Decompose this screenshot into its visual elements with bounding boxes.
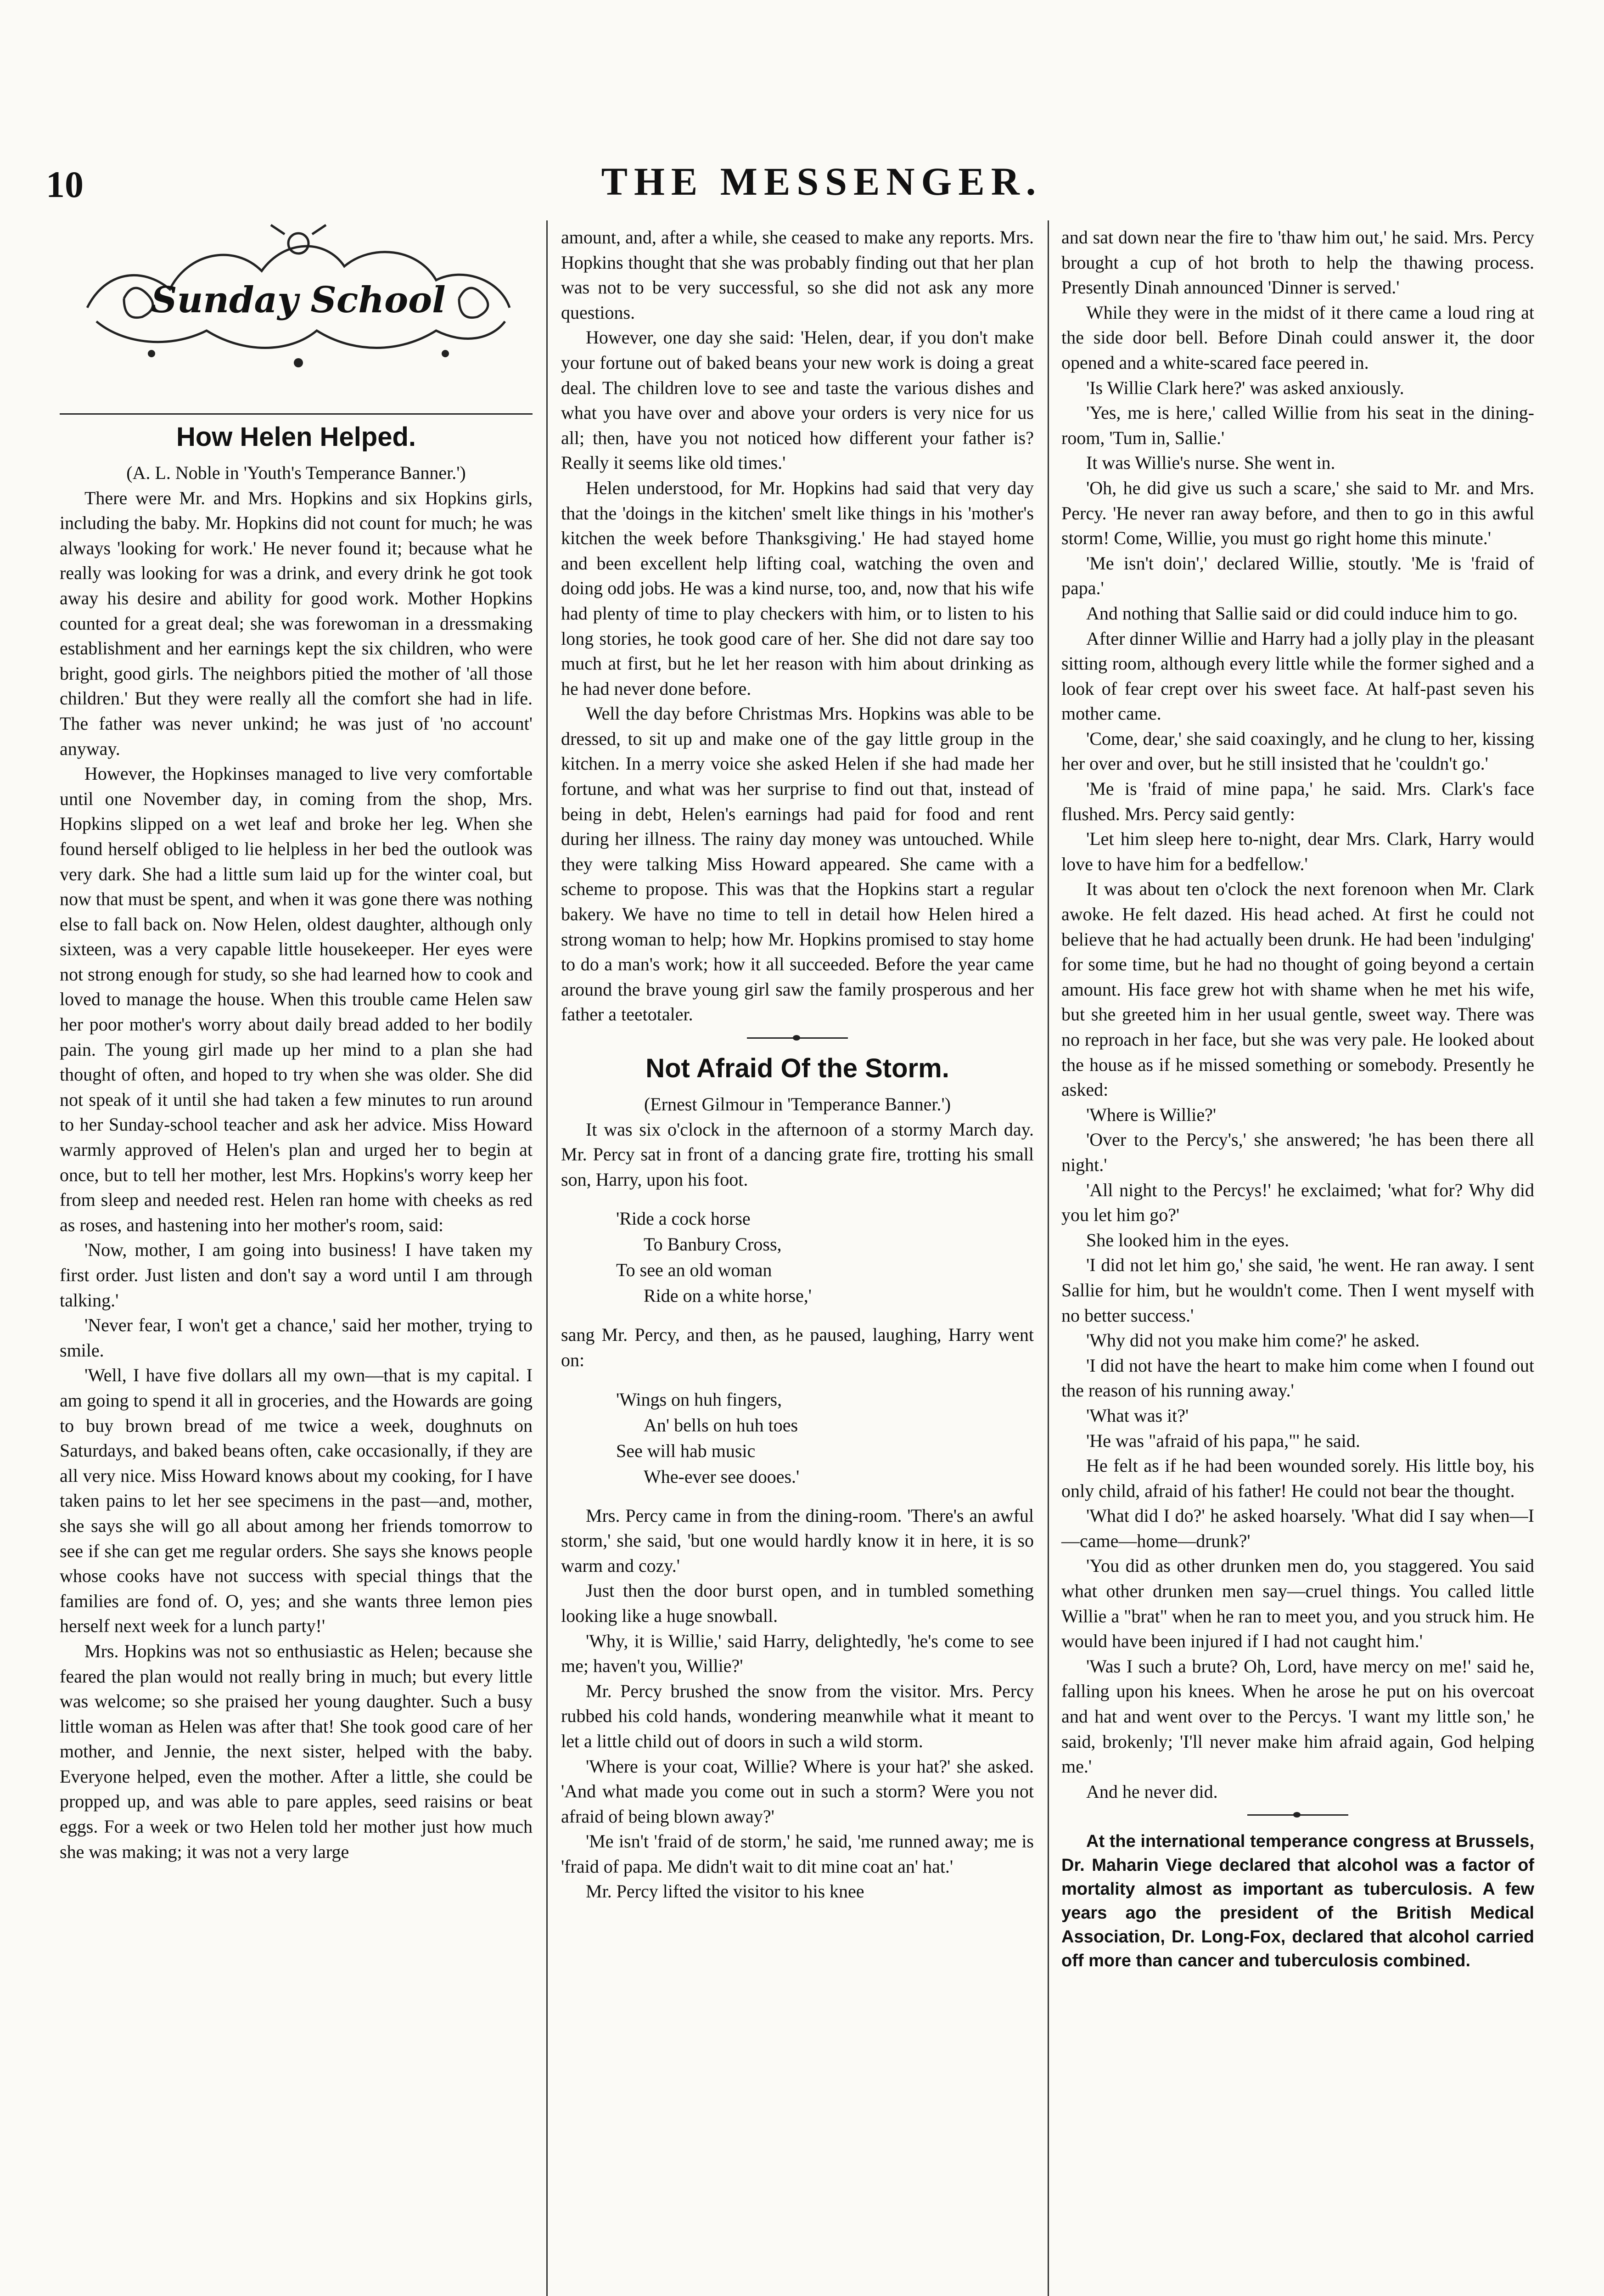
paragraph: 'I did not have the heart to make him come when I found out the reason of his running away.': [1061, 1355, 1534, 1401]
paragraph: 'Was I such a brute? Oh, Lord, have mercy on me!' said he, falling upon his knees. When he arose he put on his overcoat and hat and went over to the Percys. 'I want my little son,' he said, brokenly; 'I'll never make him afraid again, God helping me.': [1061, 1655, 1534, 1777]
paragraph: 'Over to the Percy's,' she answered; 'he has been there all night.': [1061, 1129, 1534, 1175]
paragraph: Mr. Percy brushed the snow from the visitor. Mrs. Percy rubbed his cold hands, wondering meanwhile what it meant to let a little child out of doors in such a wild storm.: [561, 1680, 1034, 1751]
paragraph: Mrs. Hopkins was not so enthusiastic as Helen; because she feared the plan would not really bring in much; but every little was welcome; so she praised her young daughter. Such a busy little woman as Helen was after that! She took good care of her mother, and Jennie, the next sister, helped with the baby. Everyone helped, even the mother. After a little, she could be propped up, and was able to pare apples, seed raisins or beat eggs. For a week or two Helen told her mother just how much she was making; it was not a very large: [60, 1640, 533, 1862]
paragraph: 'I did not let him go,' she said, 'he went. He ran away. I sent Sallie for him, but he wouldn't come. Then I went myself with no better success.': [1061, 1255, 1534, 1326]
paragraph: It was Willie's nurse. She went in.: [1086, 452, 1335, 473]
paragraph: Mrs. Percy came in from the dining-room. 'There's an awful storm,' she said, 'but one would hardly know it in here, it is so warm and cozy.': [561, 1505, 1034, 1576]
verse-line: Ride on a white horse,': [644, 1285, 812, 1306]
paragraph: 'All night to the Percys!' he exclaimed; 'what for? Why did you let him go?': [1061, 1179, 1534, 1226]
paragraph: 'What was it?': [1086, 1405, 1189, 1426]
sunday-school-ornament: [69, 216, 528, 381]
paragraph: 'Me isn't 'fraid of de storm,' he said, 'me runned away; me is 'fraid of papa. Me didn't wait to dit mine coat an' hat.': [561, 1831, 1034, 1877]
page-number: 10: [46, 163, 84, 205]
paragraph: 'Oh, he did give us such a scare,' she said to Mr. and Mrs. Percy. 'He never ran away before, and then to go in this awful storm! Come, Willie, you must go right home this minute.': [1061, 477, 1534, 549]
paragraph: 'Let him sleep here to-night, dear Mrs. Clark, Harry would love to have him for a bedfellow.': [1061, 828, 1534, 874]
paragraph: And he never did.: [1086, 1781, 1218, 1802]
paragraph: 'Is Willie Clark here?' was asked anxiously.: [1086, 377, 1404, 398]
paragraph: She looked him in the eyes.: [1086, 1229, 1290, 1250]
paragraph: and sat down near the fire to 'thaw him out,' he said. Mrs. Percy brought a cup of hot broth to help the thawing process. Presently Dinah announced 'Dinner is served.': [1061, 227, 1534, 298]
article-title-not-afraid-of-the-storm: Not Afraid Of the Storm.: [645, 1053, 949, 1083]
paragraph: 'Never fear, I won't get a chance,' said her mother, trying to smile.: [60, 1315, 533, 1361]
paragraph: After dinner Willie and Harry had a jolly play in the pleasant sitting room, although every little while the former sighed and a look of fear crept over his sweet face. At half-past seven his mother came.: [1061, 628, 1534, 724]
paragraph: It was six o'clock in the afternoon of a stormy March day. Mr. Percy sat in front of a dancing grate fire, trotting his small son, Harry, upon his foot.: [561, 1119, 1034, 1190]
paragraph: Helen understood, for Mr. Hopkins had said that very day that the 'doings in the kitchen' smelt like things in his 'mother's kitchen the week before Thanksgiving.' He had stayed home and been excellent help lifting coal, watching the oven and doing odd jobs. He was a kind nurse, too, and, now that his wife had plenty of time to play checkers with him, or to listen to his long stories, he took good care of her. She did not dare say too much at first, but he let her reason with him about drinking as he had never done before.: [561, 477, 1034, 699]
paragraph: 'Why, it is Willie,' said Harry, delightedly, 'he's come to see me; haven't you, Willie?': [561, 1630, 1034, 1677]
title-rule: [60, 413, 533, 415]
verse-line: 'Ride a cock horse: [616, 1208, 751, 1229]
column-2: [561, 225, 1034, 1904]
verse-line: To see an old woman: [616, 1260, 772, 1281]
paragraph: While they were in the midst of it there came a loud ring at the side door bell. Before Dinah could answer it, the door opened and a white-scared face peered in.: [1061, 302, 1534, 373]
byline: (A. L. Noble in 'Youth's Temperance Banner.'): [126, 462, 466, 483]
paragraph: 'Me isn't doin',' declared Willie, stoutly. 'Me is 'fraid of papa.': [1061, 552, 1534, 599]
note-paragraph: At the international temperance congress at Brussels, Dr. Maharin Viege declared that alcohol was a factor of mortality almost as important as tuberculosis. A few years ago the president of the British Medical Association, Dr. Long-Fox, declared that alcohol carried off more than cancer and tuberculosis combined.: [1061, 1832, 1534, 1971]
paragraph: 'He was "afraid of his papa,"' he said.: [1086, 1430, 1360, 1451]
temperance-note: [1061, 1829, 1534, 1973]
paragraph: amount, and, after a while, she ceased to make any reports. Mrs. Hopkins thought that she was probably finding out that her plan was not to be very successful, so she did not ask any more questions.: [561, 227, 1034, 323]
paragraph: And nothing that Sallie said or did could induce him to go.: [1086, 602, 1518, 624]
column-rule-1: [546, 220, 548, 2296]
section-separator: [1247, 1814, 1348, 1819]
section-separator: [747, 1037, 848, 1042]
verse-line: 'Wings on huh fingers,: [616, 1389, 782, 1410]
verse-ride-a-cock-horse: [616, 1206, 1034, 1309]
paragraph: 'You did as other drunken men do, you staggered. You said what other drunken men say—cruel things. You called little Willie a "brat" when he ran to meet you, and you struck him. He would have been injured if I had not caught him.': [1061, 1555, 1534, 1652]
paragraph: Just then the door burst open, and in tumbled something looking like a huge snowball.: [561, 1580, 1034, 1626]
paragraph: 'Yes, me is here,' called Willie from his seat in the dining-room, 'Tum in, Sallie.': [1061, 402, 1534, 448]
paragraph: He felt as if he had been wounded sorely. His little boy, his only child, afraid of his father! He could not bear the thought.: [1061, 1455, 1534, 1501]
paragraph: sang Mr. Percy, and then, as he paused, laughing, Harry went on:: [561, 1324, 1034, 1370]
verse-line: To Banbury Cross,: [644, 1234, 782, 1255]
paragraph: Well the day before Christmas Mrs. Hopkins was able to be dressed, to sit up and make one of the gay little group in the kitchen. In a merry voice she asked Helen if she had made her fortune, and what was her surprise to find out that, instead of being in debt, Helen's earnings had paid for food and rent during her illness. The rainy day money was untouched. While they were talking Miss Howard appeared. She came with a scheme to propose. This was that the Hopkins start a regular bakery. We have no time to tell in detail how Helen hired a strong woman to help; how Mr. Hopkins promised to stay home to do a man's work; how it all succeeded. Before the year came around the brave young girl saw the family prosperous and her father a teetotaler.: [561, 703, 1034, 1025]
masthead-title: THE MESSENGER.: [601, 159, 1043, 203]
paragraph: There were Mr. and Mrs. Hopkins and six Hopkins girls, including the baby. Mr. Hopkins did not count for much; he was always 'looking for work.' He never found it; because what he really was looking for was a drink, and every drink he got took away his desire and ability for good work. Mother Hopkins counted for a great deal; she was forewoman in a dressmaking establishment and her earnings kept the six children, who were bright, good girls. The neighbors pitied the mother of 'all those children.' But they were really all the comfort she had in life. The father was never unkind; he was just of 'no account' anyway.: [60, 487, 533, 759]
verse-line: See will hab music: [616, 1440, 756, 1461]
paragraph: It was about ten o'clock the next forenoon when Mr. Clark awoke. He felt dazed. His head ached. At first he could not believe that he had actually been drunk. He had been 'indulging' for some time, but he had no thought of going beyond a certain amount. His face grew hot with shame when he met his wife, but she greeted him in her usual gentle, sweet way. There was no reproach in her face, but she was very pale. He looked about the house as if he missed something or somebody. Presently he asked:: [1061, 878, 1534, 1100]
paragraph: 'Where is Willie?': [1086, 1104, 1217, 1125]
paragraph: 'Me is 'fraid of mine papa,' he said. Mrs. Clark's face flushed. Mrs. Percy said gently:: [1061, 778, 1534, 824]
column-3: [1061, 225, 1534, 1973]
paragraph: However, the Hopkinses managed to live very comfortable until one November day, in coming from the shop, Mrs. Hopkins slipped on a wet leaf and broke her leg. When she found herself obliged to lie helpless in her bed the outlook was very dark. She had a little sum laid up for the winter coal, but now that must be spent, and when it was gone there was nothing else to fall back on. Now Helen, oldest daughter, although only sixteen, was a very capable little housekeeper. Her eyes were not strong enough for study, so she had learned how to cook and loved to manage the house. When this trouble came Helen saw her poor mother's worry about daily bread added to her bodily pain. The young girl made up her mind to a plan she had thought of often, and hoped to try when she was older. She did not speak of it until she had taken a few minutes to run around to her Sunday-school teacher and ask her advice. Miss Howard warmly approved of Helen's plan and urged her to begin at once, but to tell her mother, lest Mrs. Hopkins's worry keep her from sleep and needed rest. Helen ran home with cheeks as red as roses, and hastening into her mother's room, said:: [60, 763, 533, 1235]
paragraph: 'Where is your coat, Willie? Where is your hat?' she asked. 'And what made you come out in such a storm? Were you not afraid of being blown away?': [561, 1756, 1034, 1827]
paragraph: 'What did I do?' he asked hoarsely. 'What did I say when—I—came—home—drunk?': [1061, 1505, 1534, 1551]
paragraph: 'Well, I have five dollars all my own—that is my capital. I am going to spend it all in groceries, and the Howards are going to buy brown bread of me twice a week, doughnuts on Saturdays, and baked beans often, cake occasionally, if they are all very nice. Miss Howard knows about my cooking, for I have taken pains to let her see specimens in the past—and, mother, she says she will go all about among her friends tomorrow to see if she can get me regular orders. She says she knows people whose cooks have not success with special things that the families are fond of. O, yes; and she wants three lemon pies herself next week for a lunch party!': [60, 1365, 533, 1637]
column-rule-2: [1048, 220, 1049, 2296]
column-1: [60, 413, 533, 1864]
paragraph: 'Now, mother, I am going into business! I have taken my first order. Just listen and don't say a word until I am through talking.': [60, 1239, 533, 1311]
paragraph: 'Why did not you make him come?' he asked.: [1086, 1330, 1420, 1351]
byline: (Ernest Gilmour in 'Temperance Banner.'): [644, 1094, 951, 1114]
ornament-text: Sunday School: [151, 279, 446, 321]
paragraph: However, one day she said: 'Helen, dear, if you don't make your fortune out of baked beans your new work is doing a great deal. The children love to see and taste the various dishes and what you have over and above your orders is very nice for us all; then, have you not noticed how different your father is? Really it seems like old times.': [561, 327, 1034, 473]
verse-line: Whe-ever see dooes.': [644, 1466, 800, 1487]
paragraph: Mr. Percy lifted the visitor to his knee: [586, 1881, 864, 1902]
article-title-how-helen-helped: How Helen Helped.: [176, 422, 416, 452]
paragraph: 'Come, dear,' she said coaxingly, and he clung to her, kissing her over and over, but he still insisted that he 'couldn't go.': [1061, 728, 1534, 774]
verse-line: An' bells on huh toes: [644, 1414, 798, 1435]
verse-wings-on-fingers: [616, 1387, 1034, 1490]
